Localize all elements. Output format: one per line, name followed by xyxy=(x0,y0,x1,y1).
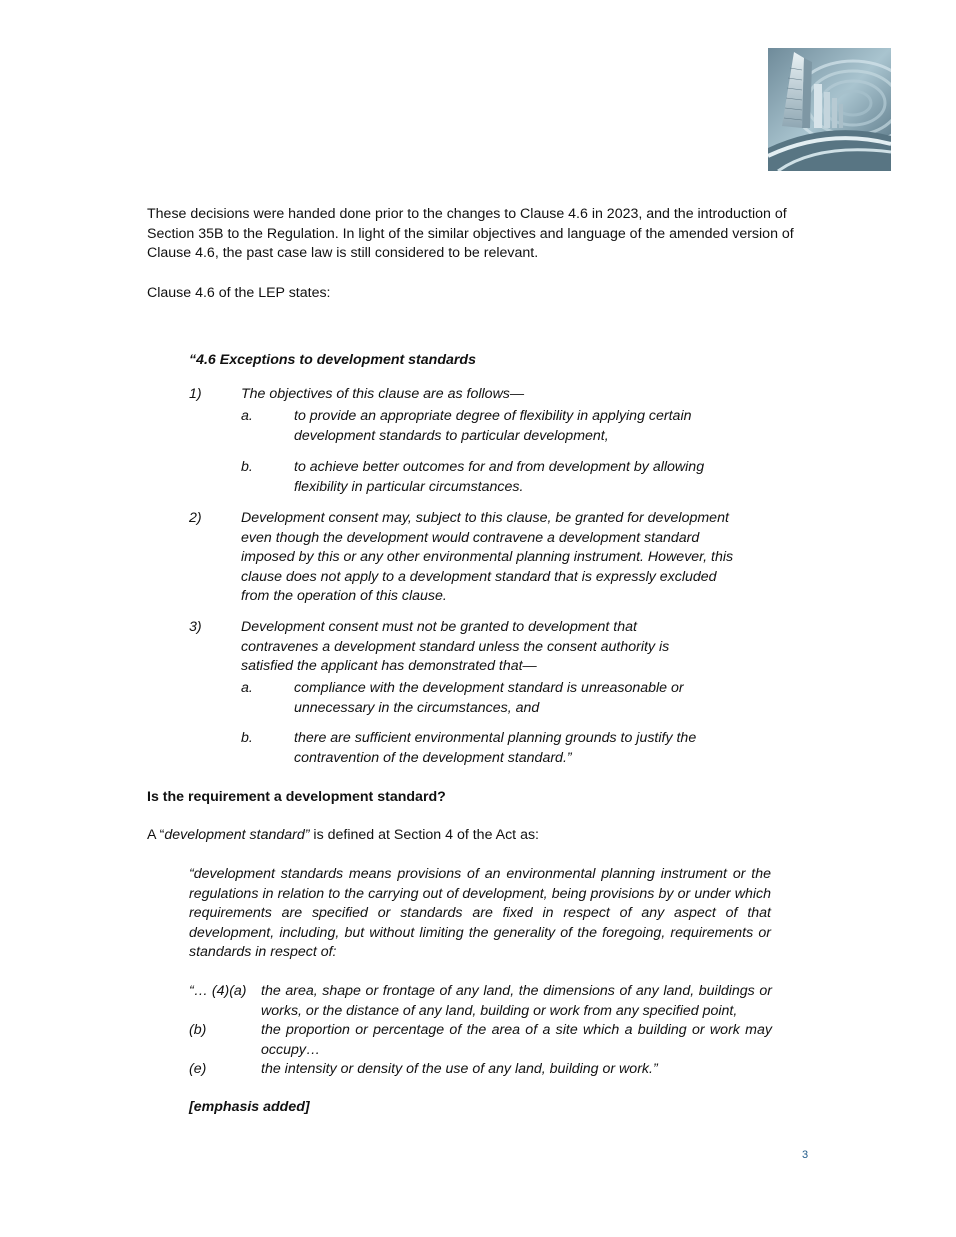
definition-text: the area, shape or frontage of any land, the dimensions of any land, buildings or works, or the distance of any land, building or work from any specified point, xyxy=(261,983,772,1019)
page-number: 3 xyxy=(802,1149,809,1161)
item-text: Development consent must not be granted to development that contravenes a development standard unless the consent authority is satisfied the applicant has demonstrated that— xyxy=(241,619,670,674)
sub-item-text: there are sufficient environmental planning grounds to justify the contravention of the development standard.” xyxy=(294,730,697,766)
definition-label: “… (4)(a) xyxy=(189,983,247,999)
intro-paragraph: These decisions were handed done prior to the changes to Clause 4.6 in 2023, and the introduction of Section 35B to the Regulation. In light of the similar objectives and language of the amended version of Clause 4.6, the past case law is still considered to be relevant. xyxy=(147,206,794,261)
item-text: The objectives of this clause are as follows— xyxy=(241,386,525,402)
emphasis-note: [emphasis added] xyxy=(189,1099,310,1115)
sub-item-letter: b. xyxy=(241,459,253,475)
sub-item-letter: b. xyxy=(241,730,253,746)
item-number: 1) xyxy=(189,386,202,402)
sub-item-text: to provide an appropriate degree of flexibility in applying certain development standards to particular development, xyxy=(294,408,692,444)
sub-item-letter: a. xyxy=(241,408,253,424)
definition-text: the proportion or percentage of the area of a site which a building or work may occupy… xyxy=(261,1022,772,1058)
definition-term: development standard” xyxy=(164,827,310,843)
clause-intro: Clause 4.6 of the LEP states: xyxy=(147,285,331,301)
item-text: Development consent may, subject to this clause, be granted for development even though the development would contravene a development standard imposed by this or any other environmental planning instrument. However, this clause does not apply to a development standard that is expressly excluded from the operation of this clause. xyxy=(241,510,734,604)
definition-quote: “development standards means provisions of an environmental planning instrument or the regulations in relation to the carrying out of development, being provisions by or under which requirements are specified or standards are fixed in respect of any aspect of that development, including, but without limiting the generality of the foregoing, requirements or standards in respect of: xyxy=(189,866,771,960)
clause-heading: “4.6 Exceptions to development standards xyxy=(189,352,476,368)
definition-prefix: A “ xyxy=(147,827,165,843)
definition-label: (e) xyxy=(189,1061,207,1077)
definition-suffix: is defined at Section 4 of the Act as: xyxy=(309,827,539,843)
definition-text: the intensity or density of the use of any land, building or work.” xyxy=(261,1061,658,1077)
sub-item-text: compliance with the development standard is unreasonable or unnecessary in the circumstances, and xyxy=(294,680,684,716)
city-buildings-logo xyxy=(768,48,891,171)
sub-item-text: to achieve better outcomes for and from development by allowing flexibility in particular circumstances. xyxy=(294,459,705,495)
definition-intro xyxy=(147,826,539,846)
section-heading: Is the requirement a development standard? xyxy=(147,789,446,805)
item-number: 3) xyxy=(189,619,202,635)
item-number: 2) xyxy=(189,510,202,526)
definition-label: (b) xyxy=(189,1022,207,1038)
sub-item-letter: a. xyxy=(241,680,253,696)
city-buildings-logo-icon xyxy=(768,48,891,171)
